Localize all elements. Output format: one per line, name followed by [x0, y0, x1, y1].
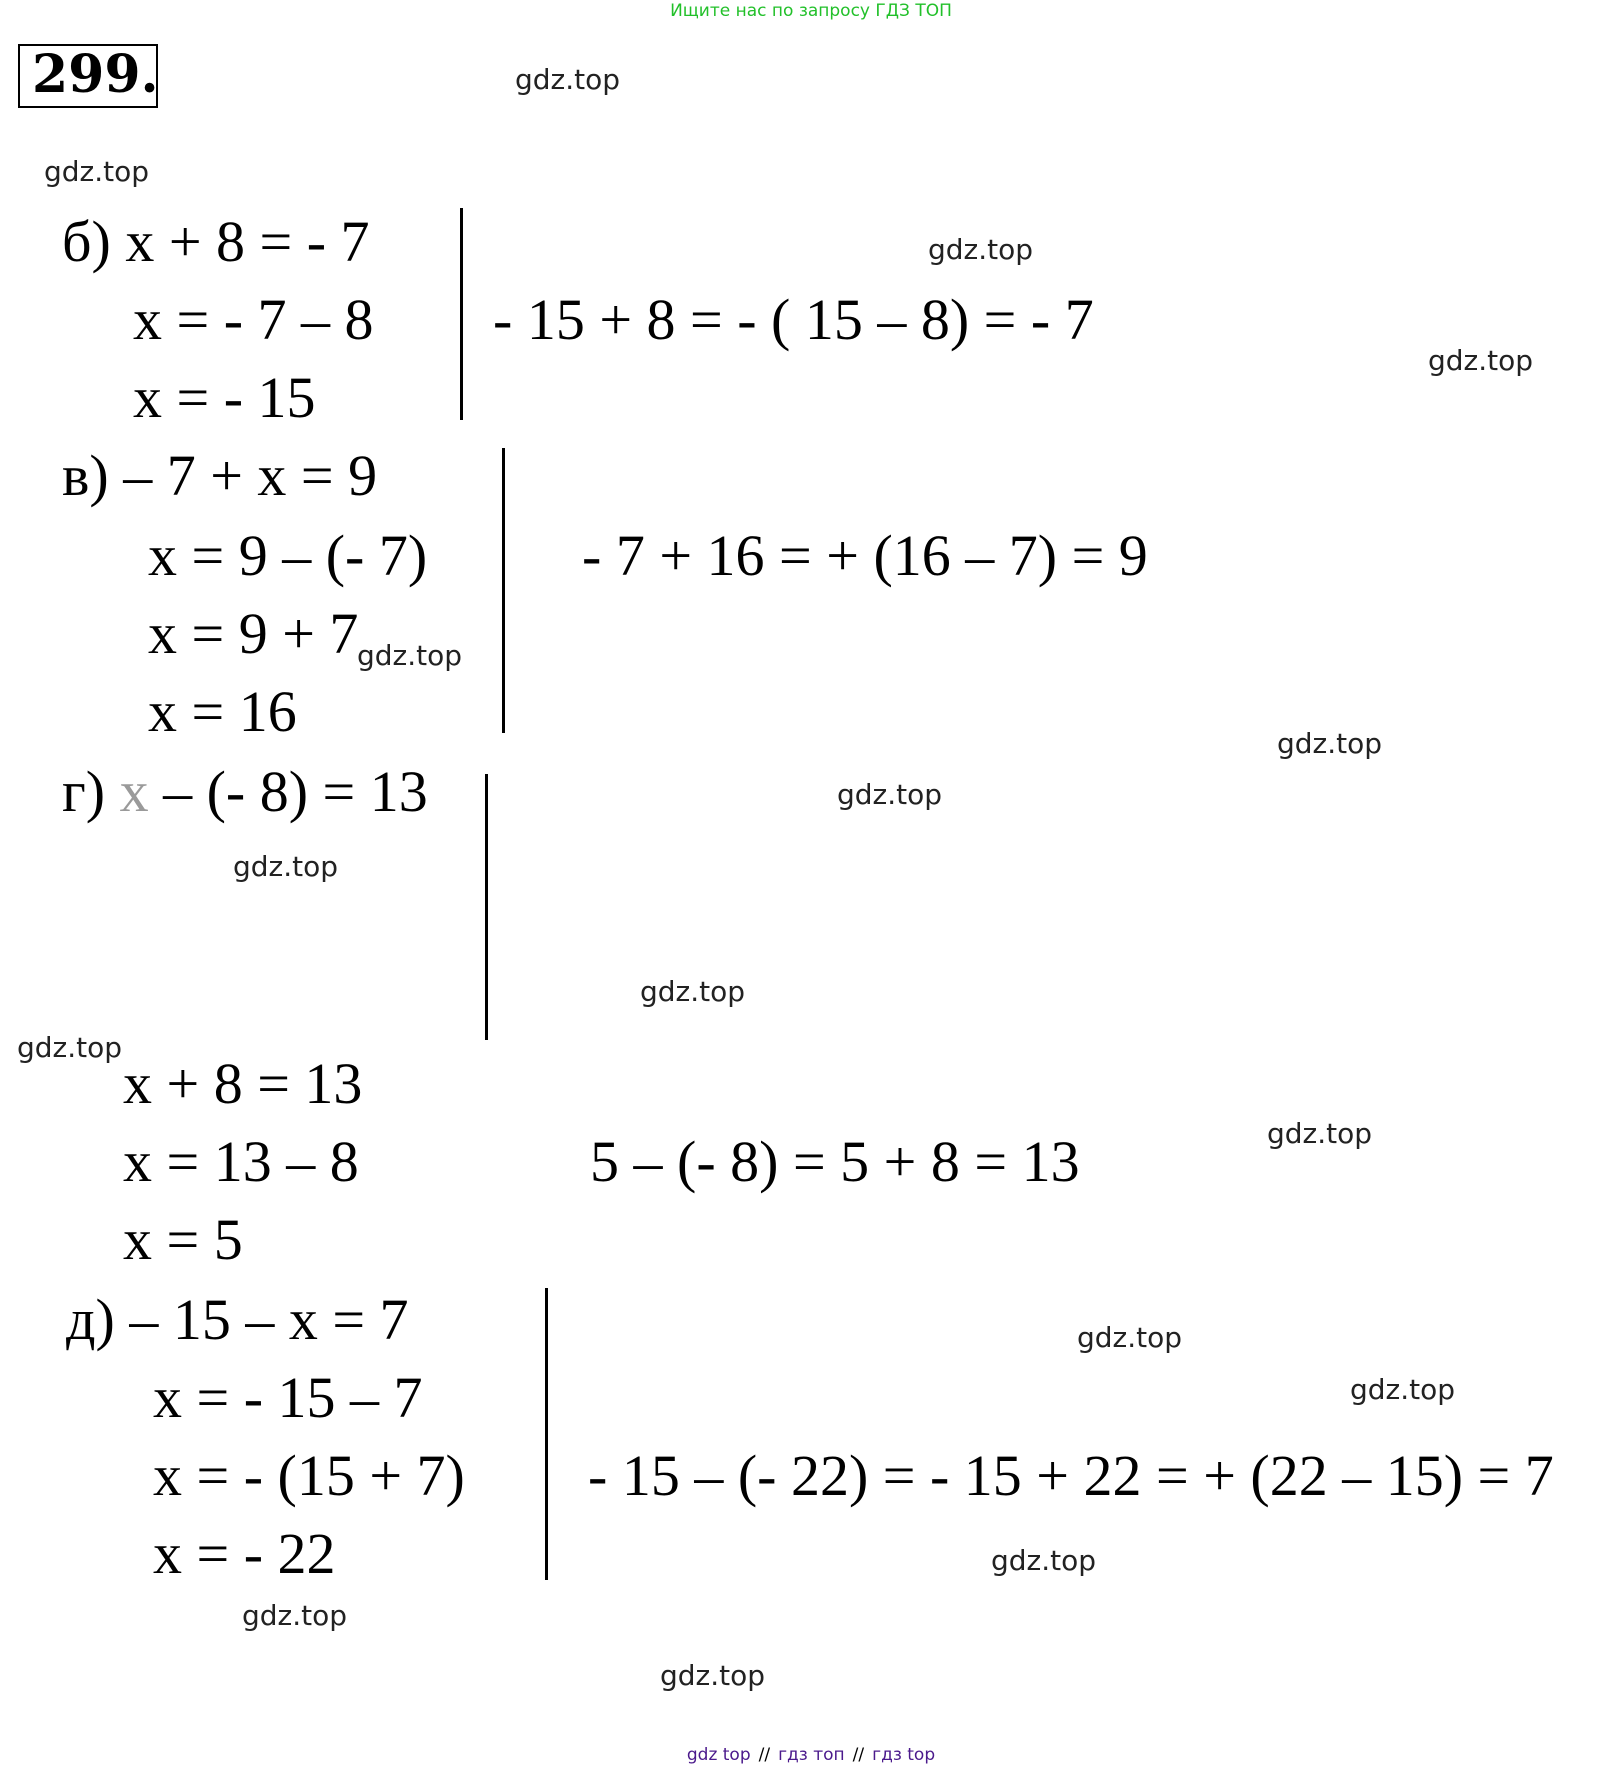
watermark: gdz.top [1428, 344, 1534, 377]
part-v-line-1: в) – 7 + x = 9 [62, 443, 378, 508]
part-b-check: - 15 + 8 = - ( 15 – 8) = - 7 [493, 287, 1094, 352]
watermark: gdz.top [837, 778, 943, 811]
part-b-line-2: x = - 7 – 8 [133, 287, 374, 352]
watermark: gdz.top [233, 850, 339, 883]
watermark: gdz.top [640, 975, 746, 1008]
watermark: gdz.top [928, 233, 1034, 266]
footer-link[interactable]: гдз топ [778, 1745, 845, 1765]
part-d-line-1: д) – 15 – x = 7 [66, 1287, 409, 1352]
part-g-check: 5 – (- 8) = 5 + 8 = 13 [590, 1129, 1080, 1194]
part-b-line-3: x = - 15 [133, 365, 316, 430]
part-g-line-2: x + 8 = 13 [123, 1051, 363, 1116]
watermark: gdz.top [242, 1599, 348, 1632]
watermark: gdz.top [515, 63, 621, 96]
part-g-rest: – (- 8) = 13 [148, 759, 428, 824]
divider-line [485, 774, 488, 1040]
divider-line [545, 1288, 548, 1580]
watermark: gdz.top [1077, 1321, 1183, 1354]
watermark: gdz.top [1277, 727, 1383, 760]
watermark: gdz.top [660, 1659, 766, 1692]
exercise-number: 299. [18, 44, 158, 108]
part-v-line-4: x = 16 [148, 679, 297, 744]
part-d-check: - 15 – (- 22) = - 15 + 22 = + (22 – 15) = 7 [588, 1443, 1554, 1508]
watermark: gdz.top [44, 155, 150, 188]
part-d-line-3: x = - (15 + 7) [153, 1443, 465, 1508]
part-g-label: г) [62, 759, 106, 824]
footer-link[interactable]: gdz top [686, 1745, 751, 1765]
part-b-line-1: б) x + 8 = - 7 [62, 209, 370, 274]
part-v-check: - 7 + 16 = + (16 – 7) = 9 [582, 523, 1148, 588]
watermark: gdz.top [1350, 1373, 1456, 1406]
divider-line [502, 448, 505, 733]
part-d-line-4: x = - 22 [153, 1521, 336, 1586]
divider-line [460, 208, 463, 420]
watermark: gdz.top [1267, 1117, 1373, 1150]
watermark: gdz.top [357, 639, 463, 672]
part-v-line-3: x = 9 + 7 [148, 601, 359, 666]
part-g-line-4: x = 5 [123, 1207, 243, 1272]
part-g-x: x [119, 759, 149, 824]
part-g-line-3: x = 13 – 8 [123, 1129, 359, 1194]
watermark: gdz.top [17, 1031, 123, 1064]
watermark: gdz.top [991, 1544, 1097, 1577]
part-d-line-2: x = - 15 – 7 [153, 1365, 423, 1430]
part-g-line-1 [62, 760, 428, 824]
footer-links: gdz top // гдз топ // гдз top [686, 1745, 936, 1765]
footer-link[interactable]: гдз top [872, 1745, 936, 1765]
part-v-line-2: x = 9 – (- 7) [148, 523, 428, 588]
banner-text[interactable]: Ищите нас по запросу ГДЗ ТОП [670, 1, 952, 21]
